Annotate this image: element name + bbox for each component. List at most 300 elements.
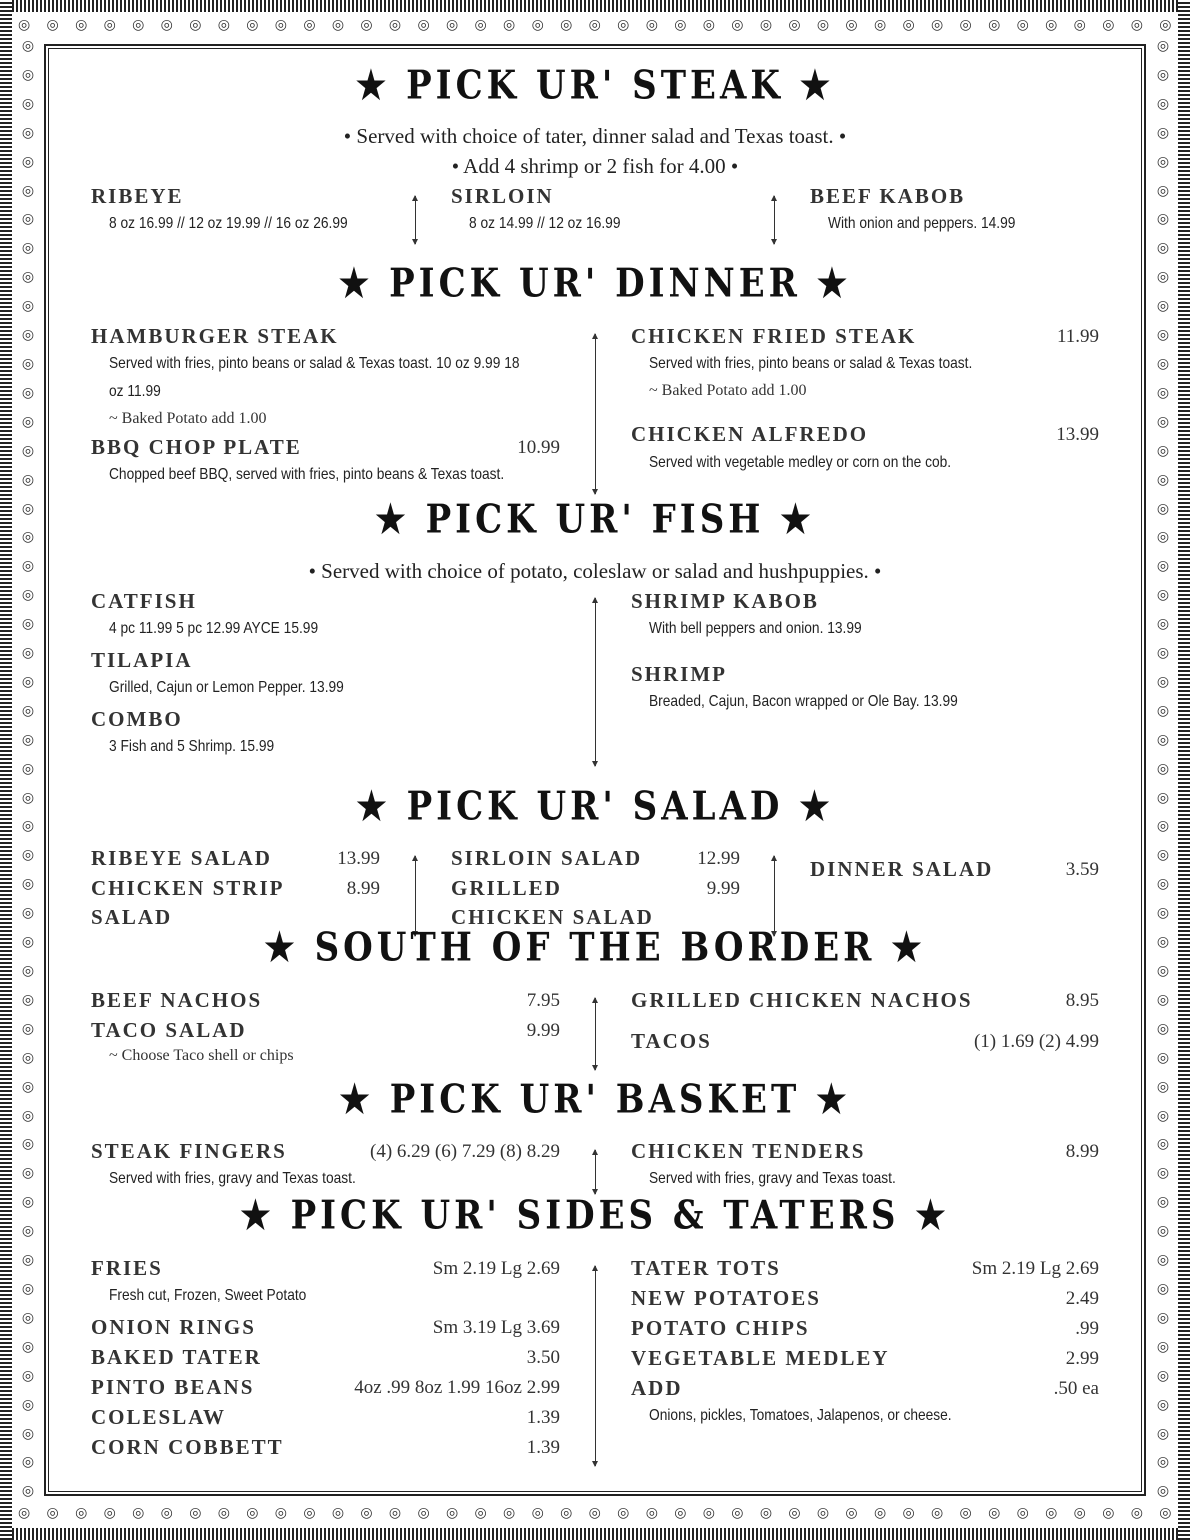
- catfish-name: CATFISH: [91, 589, 197, 613]
- swirl-icon: ◎: [331, 18, 345, 33]
- dinner-salad-name: DINNER SALAD: [810, 857, 994, 881]
- star-icon: ★: [816, 1077, 851, 1123]
- border-section-title: ★ SOUTH OF THE BORDER ★: [264, 925, 926, 971]
- swirl-icon: ◎: [588, 1506, 601, 1521]
- swirl-icon: ◎: [902, 1506, 915, 1521]
- swirl-icon: ◎: [988, 18, 1001, 33]
- fish-section-title: ★ PICK UR' FISH ★: [375, 497, 815, 543]
- combo-desc: 3 Fish and 5 Shrimp. 15.99: [109, 738, 275, 755]
- chicken-tenders-desc: Served with fries, gravy and Texas toast.: [649, 1170, 896, 1187]
- chicken-fried-steak-price: 11.99: [1056, 326, 1099, 347]
- swirl-icon: ◎: [1156, 819, 1170, 835]
- swirl-icon: ◎: [21, 1397, 35, 1413]
- catfish-desc: 4 pc 11.99 5 pc 12.99 AYCE 15.99: [109, 620, 319, 637]
- swirl-icon: ◎: [1156, 906, 1170, 922]
- swirl-icon: ◎: [21, 1484, 35, 1500]
- coleslaw-price: 1.39: [526, 1407, 560, 1428]
- bbq-chop-plate-desc: Chopped beef BBQ, served with fries, pinto beans & Texas toast.: [109, 466, 505, 483]
- swirl-icon: ◎: [1156, 877, 1170, 893]
- swirl-icon: ◎: [21, 1108, 35, 1124]
- swirl-icon: ◎: [360, 18, 373, 33]
- swirl-icon: ◎: [759, 18, 773, 33]
- swirl-icon: ◎: [560, 1506, 573, 1521]
- vegetable-medley-price: 2.99: [1065, 1348, 1099, 1369]
- swirl-icon: ◎: [588, 18, 601, 33]
- swirl-icon: ◎: [1156, 183, 1170, 199]
- top-stripe-border: [0, 0, 1190, 12]
- sirloin-salad-price: 12.99: [697, 848, 740, 869]
- fish-note: • Served with choice of potato, coleslaw or salad and hushpuppies. •: [308, 559, 882, 583]
- dinner-salad-price: 3.59: [1065, 859, 1099, 880]
- ribeye-name: RIBEYE: [91, 184, 184, 208]
- swirl-icon: ◎: [445, 18, 459, 33]
- swirl-icon: ◎: [189, 18, 202, 33]
- swirl-icon: ◎: [21, 877, 35, 893]
- beef-nachos-price: 7.95: [526, 990, 560, 1011]
- corn-cobbett-price: 1.39: [526, 1437, 560, 1458]
- star-icon: ★: [338, 261, 374, 307]
- swirl-icon: ◎: [21, 530, 35, 546]
- dinner-divider: [595, 334, 596, 494]
- swirl-icon: ◎: [75, 18, 88, 33]
- swirl-icon: ◎: [46, 1506, 59, 1521]
- bbq-chop-plate-price: 10.99: [517, 437, 560, 458]
- swirl-icon: ◎: [388, 1506, 402, 1521]
- swirl-icon: ◎: [1102, 18, 1115, 33]
- star-icon: ★: [891, 925, 926, 971]
- swirl-icon: ◎: [902, 18, 915, 33]
- swirl-icon: ◎: [75, 1506, 88, 1521]
- swirl-icon: ◎: [1156, 1108, 1170, 1124]
- swirl-icon: ◎: [788, 1506, 801, 1521]
- chicken-alfredo-desc: Served with vegetable medley or corn on the cob.: [649, 454, 952, 471]
- swirl-icon: ◎: [788, 18, 801, 33]
- swirl-icon: ◎: [132, 18, 145, 33]
- swirl-icon: ◎: [1156, 559, 1170, 575]
- swirl-icon: ◎: [303, 1506, 316, 1521]
- swirl-icon: ◎: [21, 906, 35, 922]
- swirl-icon: ◎: [674, 1506, 687, 1521]
- swirl-icon: ◎: [21, 646, 35, 662]
- swirl-icon: ◎: [1156, 125, 1170, 141]
- grilled-chicken-nachos-price: 8.95: [1065, 990, 1099, 1011]
- steak-section-title: ★ PICK UR' STEAK ★: [355, 63, 835, 109]
- swirl-icon: ◎: [531, 1506, 544, 1521]
- swirl-icon: ◎: [21, 1224, 35, 1240]
- chicken-strip-salad-name: CHICKEN STRIP: [91, 876, 285, 900]
- swirl-icon: ◎: [645, 1506, 658, 1521]
- sirloin-desc: 8 oz 14.99 // 12 oz 16.99: [469, 215, 621, 232]
- pinto-beans-price: 4oz .99 8oz 1.99 16oz 2.99: [354, 1377, 560, 1398]
- ribeye-salad-price: 13.99: [337, 848, 380, 869]
- salad-section-title: ★ PICK UR' SALAD ★: [356, 784, 834, 830]
- chicken-fried-steak-desc: Served with fries, pinto beans or salad & Texas toast.: [649, 355, 973, 372]
- chicken-fried-steak-name: CHICKEN FRIED STEAK: [631, 324, 917, 348]
- salad-divider-2: [774, 856, 775, 936]
- swirl-icon: ◎: [1156, 1455, 1170, 1471]
- swirl-icon: ◎: [21, 385, 35, 401]
- swirl-icon: ◎: [1159, 18, 1172, 33]
- swirl-icon: ◎: [845, 18, 858, 33]
- swirl-icon: ◎: [21, 241, 35, 257]
- shrimp-name: SHRIMP: [631, 662, 727, 686]
- swirl-icon: ◎: [674, 18, 687, 33]
- swirl-icon: ◎: [1156, 443, 1170, 459]
- swirl-icon: ◎: [217, 1506, 230, 1521]
- swirl-icon: ◎: [360, 1506, 373, 1521]
- swirl-icon: ◎: [21, 1166, 35, 1182]
- swirl-icon: ◎: [21, 328, 35, 344]
- tacos-name: TACOS: [631, 1029, 712, 1053]
- swirl-icon: ◎: [1130, 18, 1143, 33]
- hamburger-steak-desc: Served with fries, pinto beans or salad & Texas toast. 10 oz 9.99 18: [109, 355, 520, 372]
- swirl-icon: ◎: [731, 1506, 744, 1521]
- star-icon: ★: [375, 497, 410, 543]
- beef-nachos-name: BEEF NACHOS: [91, 988, 263, 1012]
- swirl-icon: ◎: [21, 1079, 35, 1095]
- grilled-chicken-salad-name-cont: CHICKEN SALAD: [451, 905, 654, 929]
- bottom-stripe-border: [0, 1528, 1190, 1540]
- swirl-icon: ◎: [18, 1506, 31, 1521]
- hamburger-steak-note: ~ Baked Potato add 1.00: [109, 410, 267, 427]
- swirl-icon: ◎: [1016, 1506, 1029, 1521]
- swirl-icon: ◎: [1156, 1426, 1170, 1442]
- swirl-icon: ◎: [988, 1506, 1001, 1521]
- shrimp-kabob-desc: With bell peppers and onion. 13.99: [649, 620, 862, 637]
- swirl-icon: ◎: [1156, 1253, 1170, 1269]
- chicken-alfredo-name: CHICKEN ALFREDO: [631, 422, 869, 446]
- swirl-icon: ◎: [21, 39, 35, 54]
- top-swirl-row: [18, 16, 1172, 36]
- swirl-icon: ◎: [21, 183, 35, 199]
- swirl-icon: ◎: [1156, 1310, 1170, 1326]
- swirl-icon: ◎: [46, 18, 59, 33]
- baked-tater-price: 3.50: [526, 1347, 560, 1368]
- sides-divider: [595, 1266, 596, 1466]
- swirl-icon: ◎: [21, 1339, 35, 1355]
- swirl-icon: ◎: [1156, 848, 1170, 864]
- swirl-icon: ◎: [560, 18, 573, 33]
- swirl-icon: ◎: [21, 674, 35, 690]
- fries-name: FRIES: [91, 1256, 163, 1280]
- baked-tater-name: BAKED TATER: [91, 1345, 262, 1369]
- fries-price: Sm 2.19 Lg 2.69: [432, 1258, 560, 1279]
- beef-kabob-name: BEEF KABOB: [810, 184, 966, 208]
- tater-tots-price: Sm 2.19 Lg 2.69: [971, 1258, 1099, 1279]
- ribeye-salad-name: RIBEYE SALAD: [91, 846, 272, 870]
- star-icon: ★: [264, 925, 299, 971]
- star-icon: ★: [240, 1193, 275, 1239]
- swirl-icon: ◎: [816, 18, 830, 33]
- swirl-icon: ◎: [531, 18, 544, 33]
- swirl-icon: ◎: [931, 1506, 944, 1521]
- swirl-icon: ◎: [1159, 1506, 1172, 1521]
- swirl-icon: ◎: [103, 1506, 116, 1521]
- swirl-icon: ◎: [617, 1506, 630, 1521]
- swirl-icon: ◎: [21, 1195, 35, 1211]
- fries-desc: Fresh cut, Frozen, Sweet Potato: [109, 1287, 307, 1304]
- swirl-icon: ◎: [1156, 703, 1170, 719]
- swirl-icon: ◎: [303, 18, 316, 33]
- vegetable-medley-name: VEGETABLE MEDLEY: [631, 1346, 890, 1370]
- beef-kabob-desc: With onion and peppers. 14.99: [828, 215, 1016, 232]
- swirl-icon: ◎: [417, 18, 430, 33]
- swirl-icon: ◎: [21, 472, 35, 488]
- swirl-icon: ◎: [1156, 732, 1170, 748]
- tater-tots-name: TATER TOTS: [631, 1256, 781, 1280]
- star-icon: ★: [780, 497, 815, 543]
- swirl-icon: ◎: [759, 1506, 773, 1521]
- chicken-tenders-price: 8.99: [1065, 1141, 1099, 1162]
- swirl-icon: ◎: [873, 1506, 887, 1521]
- swirl-icon: ◎: [1156, 299, 1170, 315]
- swirl-icon: ◎: [21, 732, 35, 748]
- right-stripe-border: [1178, 0, 1190, 1540]
- swirl-icon: ◎: [21, 443, 35, 459]
- swirl-icon: ◎: [1130, 1506, 1143, 1521]
- swirl-icon: ◎: [21, 703, 35, 719]
- swirl-icon: ◎: [1156, 270, 1170, 286]
- star-icon: ★: [816, 261, 852, 307]
- basket-section-title: ★ PICK UR' BASKET ★: [339, 1077, 851, 1123]
- swirl-icon: ◎: [1156, 935, 1170, 951]
- add-price: .50 ea: [1053, 1378, 1099, 1399]
- swirl-icon: ◎: [1156, 328, 1170, 344]
- swirl-icon: ◎: [21, 1426, 35, 1442]
- swirl-icon: ◎: [1045, 18, 1058, 33]
- swirl-icon: ◎: [445, 1506, 459, 1521]
- shrimp-kabob-name: SHRIMP KABOB: [631, 589, 819, 613]
- tilapia-desc: Grilled, Cajun or Lemon Pepper. 13.99: [109, 679, 344, 696]
- onion-rings-price: Sm 3.19 Lg 3.69: [432, 1317, 560, 1338]
- swirl-icon: ◎: [1156, 39, 1170, 54]
- taco-salad-name: TACO SALAD: [91, 1018, 247, 1042]
- steak-fingers-desc: Served with fries, gravy and Texas toast.: [109, 1170, 356, 1187]
- combo-name: COMBO: [91, 707, 183, 731]
- left-stripe-border: [0, 0, 12, 1540]
- swirl-icon: ◎: [274, 1506, 287, 1521]
- swirl-icon: ◎: [189, 1506, 202, 1521]
- swirl-icon: ◎: [503, 18, 516, 33]
- swirl-icon: ◎: [21, 935, 35, 951]
- steak-divider-2: [774, 196, 775, 244]
- swirl-icon: ◎: [1156, 1224, 1170, 1240]
- swirl-icon: ◎: [21, 356, 35, 372]
- swirl-icon: ◎: [1016, 18, 1029, 33]
- swirl-icon: ◎: [1156, 530, 1170, 546]
- corn-cobbett-name: CORN COBBETT: [91, 1435, 284, 1459]
- steak-divider-1: [415, 196, 416, 244]
- dinner-section-title: ★ PICK UR' DINNER ★: [338, 261, 852, 307]
- swirl-icon: ◎: [1156, 356, 1170, 372]
- swirl-icon: ◎: [103, 18, 116, 33]
- swirl-icon: ◎: [132, 1506, 145, 1521]
- swirl-icon: ◎: [1156, 501, 1170, 517]
- tilapia-name: TILAPIA: [91, 648, 193, 672]
- star-icon: ★: [799, 784, 834, 830]
- swirl-icon: ◎: [21, 559, 35, 575]
- sirloin-name: SIRLOIN: [451, 184, 554, 208]
- grilled-chicken-nachos-name: GRILLED CHICKEN NACHOS: [631, 988, 973, 1012]
- taco-salad-note: ~ Choose Taco shell or chips: [109, 1047, 294, 1064]
- steak-note-sides: • Served with choice of tater, dinner salad and Texas toast. •: [343, 124, 847, 148]
- ribeye-desc: 8 oz 16.99 // 12 oz 19.99 // 16 oz 26.99: [109, 215, 348, 232]
- star-icon: ★: [339, 1077, 374, 1123]
- swirl-icon: ◎: [1156, 241, 1170, 257]
- hamburger-steak-name: HAMBURGER STEAK: [91, 324, 339, 348]
- swirl-icon: ◎: [1102, 1506, 1115, 1521]
- swirl-icon: ◎: [21, 790, 35, 806]
- chicken-tenders-name: CHICKEN TENDERS: [631, 1139, 866, 1163]
- swirl-icon: ◎: [503, 1506, 516, 1521]
- chicken-fried-steak-note: ~ Baked Potato add 1.00: [649, 382, 807, 399]
- swirl-icon: ◎: [1156, 1079, 1170, 1095]
- swirl-icon: ◎: [1156, 67, 1170, 83]
- salad-divider-1: [415, 856, 416, 936]
- swirl-icon: ◎: [217, 18, 230, 33]
- swirl-icon: ◎: [21, 992, 35, 1008]
- steak-fingers-name: STEAK FINGERS: [91, 1139, 287, 1163]
- swirl-icon: ◎: [21, 617, 35, 633]
- swirl-icon: ◎: [21, 964, 35, 979]
- bottom-swirl-row: [18, 1504, 1172, 1524]
- swirl-icon: ◎: [1156, 1021, 1170, 1037]
- swirl-icon: ◎: [21, 299, 35, 315]
- swirl-icon: ◎: [959, 18, 972, 33]
- swirl-icon: ◎: [959, 1506, 972, 1521]
- swirl-icon: ◎: [1156, 1050, 1170, 1066]
- basket-divider: [595, 1150, 596, 1194]
- sides-section-title: ★ PICK UR' SIDES & TATERS ★: [240, 1193, 950, 1239]
- swirl-icon: ◎: [21, 1281, 35, 1297]
- grilled-chicken-salad-price: 9.99: [706, 878, 740, 899]
- bbq-chop-plate-name: BBQ CHOP PLATE: [91, 435, 302, 459]
- swirl-icon: ◎: [1156, 1166, 1170, 1182]
- chicken-alfredo-price: 13.99: [1056, 424, 1099, 445]
- swirl-icon: ◎: [388, 18, 402, 33]
- fish-divider: [595, 598, 596, 766]
- swirl-icon: ◎: [1156, 96, 1170, 112]
- swirl-icon: ◎: [1156, 588, 1170, 604]
- taco-salad-price: 9.99: [526, 1020, 560, 1041]
- potato-chips-price: .99: [1075, 1318, 1099, 1339]
- swirl-icon: ◎: [21, 588, 35, 604]
- grilled-chicken-salad-name: GRILLED: [451, 876, 562, 900]
- swirl-icon: ◎: [21, 67, 35, 83]
- swirl-icon: ◎: [21, 1368, 35, 1384]
- star-icon: ★: [355, 63, 391, 109]
- swirl-icon: ◎: [1156, 1137, 1170, 1153]
- swirl-icon: ◎: [1156, 1195, 1170, 1211]
- add-name: ADD: [631, 1376, 683, 1400]
- swirl-icon: ◎: [246, 1506, 259, 1521]
- swirl-icon: ◎: [1073, 1506, 1086, 1521]
- swirl-icon: ◎: [21, 761, 35, 777]
- chicken-strip-salad-name-cont: SALAD: [91, 905, 173, 929]
- swirl-icon: ◎: [21, 1137, 35, 1153]
- swirl-icon: ◎: [1156, 761, 1170, 777]
- star-icon: ★: [915, 1193, 950, 1239]
- swirl-icon: ◎: [1156, 1368, 1170, 1384]
- swirl-icon: ◎: [1156, 1484, 1170, 1500]
- swirl-icon: ◎: [1045, 1506, 1058, 1521]
- swirl-icon: ◎: [21, 414, 35, 430]
- swirl-icon: ◎: [21, 1253, 35, 1269]
- swirl-icon: ◎: [1156, 1397, 1170, 1413]
- swirl-icon: ◎: [617, 18, 630, 33]
- shrimp-desc: Breaded, Cajun, Bacon wrapped or Ole Bay. 13.99: [649, 693, 958, 710]
- swirl-icon: ◎: [1156, 964, 1170, 979]
- chicken-strip-salad-price: 8.99: [346, 878, 380, 899]
- add-desc: Onions, pickles, Tomatoes, Jalapenos, or cheese.: [649, 1407, 952, 1424]
- swirl-icon: ◎: [21, 501, 35, 517]
- swirl-icon: ◎: [1156, 674, 1170, 690]
- swirl-icon: ◎: [1156, 992, 1170, 1008]
- border-divider: [595, 998, 596, 1070]
- swirl-icon: ◎: [931, 18, 944, 33]
- new-potatoes-name: NEW POTATOES: [631, 1286, 821, 1310]
- swirl-icon: ◎: [731, 18, 744, 33]
- left-swirl-column: [18, 40, 38, 1500]
- steak-fingers-price: (4) 6.29 (6) 7.29 (8) 8.29: [370, 1141, 560, 1162]
- swirl-icon: ◎: [21, 154, 35, 170]
- swirl-icon: ◎: [1156, 646, 1170, 662]
- swirl-icon: ◎: [1156, 212, 1170, 228]
- swirl-icon: ◎: [417, 1506, 430, 1521]
- swirl-icon: ◎: [21, 270, 35, 286]
- swirl-icon: ◎: [1156, 414, 1170, 430]
- swirl-icon: ◎: [1156, 472, 1170, 488]
- swirl-icon: ◎: [21, 125, 35, 141]
- swirl-icon: ◎: [873, 18, 887, 33]
- swirl-icon: ◎: [160, 18, 173, 33]
- swirl-icon: ◎: [21, 848, 35, 864]
- right-swirl-column: [1153, 40, 1173, 1500]
- swirl-icon: ◎: [21, 1021, 35, 1037]
- swirl-icon: ◎: [845, 1506, 858, 1521]
- star-icon: ★: [356, 784, 391, 830]
- swirl-icon: ◎: [702, 1506, 715, 1521]
- pinto-beans-name: PINTO BEANS: [91, 1375, 255, 1399]
- swirl-icon: ◎: [1156, 790, 1170, 806]
- swirl-icon: ◎: [21, 1455, 35, 1471]
- sirloin-salad-name: SIRLOIN SALAD: [451, 846, 643, 870]
- tacos-price: (1) 1.69 (2) 4.99: [973, 1031, 1099, 1052]
- swirl-icon: ◎: [1156, 154, 1170, 170]
- swirl-icon: ◎: [331, 1506, 345, 1521]
- swirl-icon: ◎: [21, 1050, 35, 1066]
- swirl-icon: ◎: [274, 18, 287, 33]
- swirl-icon: ◎: [21, 96, 35, 112]
- steak-note-addon: • Add 4 shrimp or 2 fish for 4.00 •: [451, 154, 739, 178]
- swirl-icon: ◎: [474, 1506, 487, 1521]
- swirl-icon: ◎: [246, 18, 259, 33]
- onion-rings-name: ONION RINGS: [91, 1315, 256, 1339]
- swirl-icon: ◎: [1156, 385, 1170, 401]
- swirl-icon: ◎: [160, 1506, 173, 1521]
- swirl-icon: ◎: [1156, 617, 1170, 633]
- swirl-icon: ◎: [1073, 18, 1086, 33]
- star-icon: ★: [799, 63, 835, 109]
- swirl-icon: ◎: [18, 18, 31, 33]
- coleslaw-name: COLESLAW: [91, 1405, 227, 1429]
- new-potatoes-price: 2.49: [1065, 1288, 1099, 1309]
- swirl-icon: ◎: [702, 18, 715, 33]
- swirl-icon: ◎: [1156, 1339, 1170, 1355]
- potato-chips-name: POTATO CHIPS: [631, 1316, 810, 1340]
- swirl-icon: ◎: [21, 212, 35, 228]
- hamburger-steak-desc-cont: oz 11.99: [109, 383, 161, 400]
